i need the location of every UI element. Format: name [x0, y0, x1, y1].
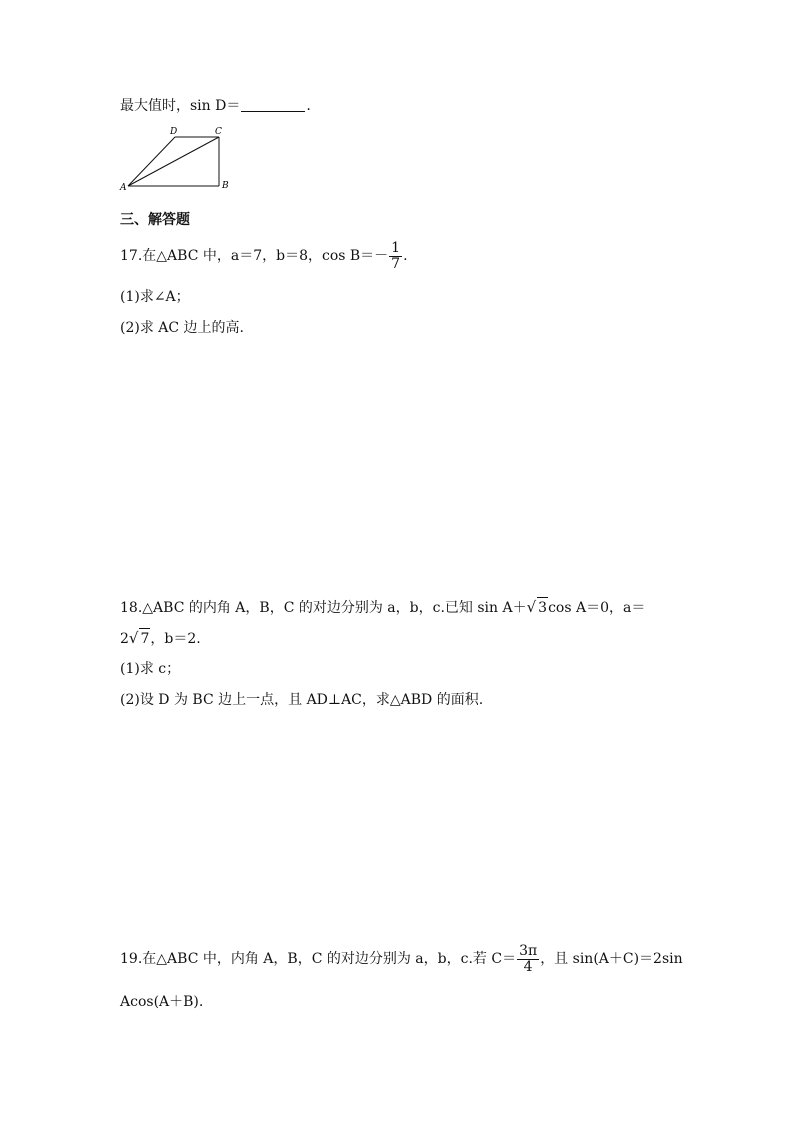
q18-sqrt7 — [129, 628, 150, 649]
q18-line1-suffix: cos A＝0，a＝ — [548, 600, 646, 616]
q19-frac-den: 4 — [523, 958, 533, 975]
label-B: B — [222, 181, 229, 191]
q18-sqrt3 — [527, 597, 548, 618]
q18-line2-suffix: ，b＝2. — [150, 631, 201, 647]
label-D: D — [170, 127, 178, 137]
q18-line2-prefix: 2 — [120, 631, 129, 647]
fragment-text: 最大值时，sin D＝ — [120, 98, 241, 114]
q17-fraction — [389, 241, 402, 272]
q17-stem-suffix: . — [403, 248, 408, 264]
trapezoid-figure — [118, 124, 238, 194]
q18-line2 — [120, 628, 201, 649]
q19-line1-prefix: 19.在△ABC 中，内角 A，B，C 的对边分别为 a，b，c.若 C＝ — [120, 951, 517, 967]
fragment-line — [120, 96, 311, 116]
q17-frac-den: 7 — [391, 255, 401, 272]
q18-part2: (2)设 D 为 BC 边上一点，且 AD⊥AC，求△ABD 的面积. — [120, 692, 484, 708]
q19-line2: Acos(A＋B). — [120, 994, 204, 1010]
q17-stem — [120, 240, 408, 272]
q18-line1-prefix: 18.△ABC 的内角 A，B，C 的对边分别为 a，b，c.已知 sin A＋ — [120, 600, 527, 616]
q17-part1: (1)求∠A； — [120, 289, 190, 305]
q17-stem-prefix: 17.在△ABC 中，a＝7，b＝8，cos B＝－ — [120, 248, 389, 264]
sqrt-radicand: 3 — [537, 597, 548, 618]
edge-AD — [128, 137, 175, 186]
sqrt-sign: √ — [526, 598, 537, 616]
section-heading: 三、解答题 — [120, 212, 190, 228]
label-C: C — [215, 127, 222, 137]
sqrt-radicand: 7 — [139, 628, 150, 649]
q17-frac-num: 1 — [391, 239, 401, 256]
q19-line1-suffix: ，且 sin(A＋C)＝2sin — [540, 951, 683, 967]
q18-part1: (1)求 c； — [120, 661, 181, 677]
label-A: A — [120, 183, 127, 193]
q19-line1 — [120, 942, 683, 976]
q19-fraction — [517, 944, 539, 975]
q18-line1 — [120, 597, 645, 618]
diagonal-AC — [128, 137, 219, 186]
fragment-suffix: . — [306, 98, 311, 114]
sqrt-sign: √ — [128, 629, 139, 647]
answer-blank[interactable] — [241, 97, 305, 112]
q19-frac-num: 3π — [519, 942, 538, 959]
q17-part2: (2)求 AC 边上的高. — [120, 320, 245, 336]
